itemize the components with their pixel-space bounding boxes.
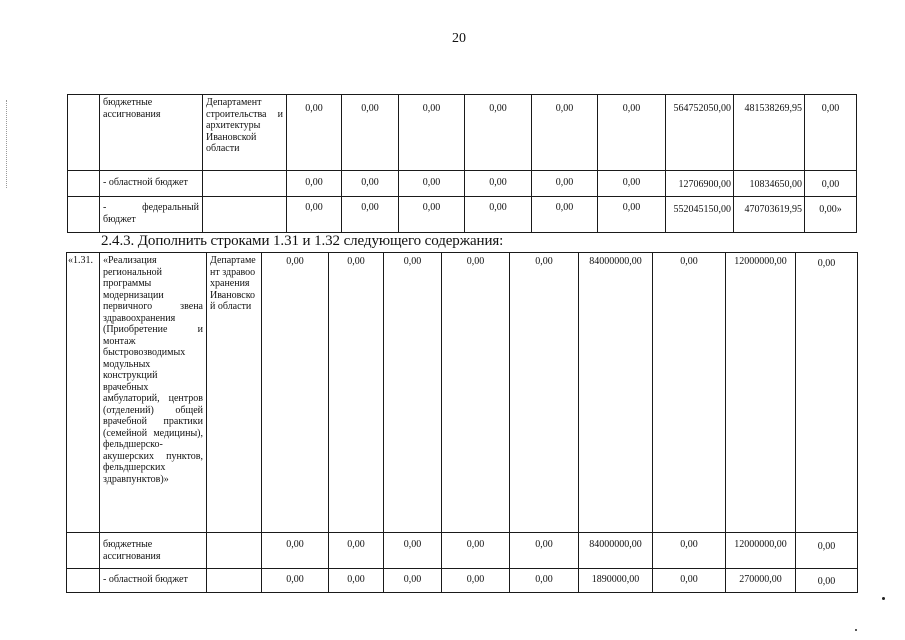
value-cell: 0,00 bbox=[653, 569, 726, 593]
row-number-cell bbox=[68, 171, 100, 197]
value-cell: 0,00 bbox=[442, 533, 510, 569]
value-cell: 0,00 bbox=[510, 533, 579, 569]
page-number: 20 bbox=[452, 31, 466, 46]
value-cell: 0,00 bbox=[329, 533, 384, 569]
department-cell: Департамент здравоохранения Ивановской области bbox=[207, 253, 262, 533]
value-cell: 12000000,00 bbox=[726, 533, 796, 569]
value-cell: 0,00 bbox=[442, 569, 510, 593]
value-cell: 0,00 bbox=[653, 253, 726, 533]
row-label-cell: бюджетные ассигнования bbox=[100, 533, 207, 569]
value-cell: 0,00 bbox=[796, 253, 858, 533]
value-cell: 0,00 bbox=[598, 95, 666, 171]
row-label-cell: «Реализация региональной программы модернизации первичного звена здравоохранения (Приобретение и монтаж быстровозводимых модульных конструкций врачебных амбулаторий, центров (отделений) общей врачебной практики (семейной медицины), фельдшерско-акушерских пунктов, фельдшерских здравпунктов)» bbox=[100, 253, 207, 533]
table-row bbox=[68, 95, 857, 171]
value-cell: 0,00 bbox=[465, 197, 532, 233]
row-number-cell bbox=[68, 95, 100, 171]
value-cell: 0,00 bbox=[287, 197, 342, 233]
department-cell bbox=[203, 197, 287, 233]
value-cell: 0,00 bbox=[532, 95, 598, 171]
value-cell: 0,00 bbox=[510, 569, 579, 593]
value-cell: 12000000,00 bbox=[726, 253, 796, 533]
value-cell: 0,00 bbox=[510, 253, 579, 533]
row-label-cell: - областной бюджет bbox=[100, 171, 203, 197]
value-cell: 0,00 bbox=[342, 171, 399, 197]
value-cell: 0,00 bbox=[399, 95, 465, 171]
table-row bbox=[67, 533, 858, 569]
value-cell: 564752050,00 bbox=[666, 95, 734, 171]
value-cell: 0,00 bbox=[532, 197, 598, 233]
value-cell: 10834650,00 bbox=[734, 171, 805, 197]
department-cell bbox=[203, 171, 287, 197]
budget-table-top bbox=[67, 94, 857, 233]
value-cell: 0,00 bbox=[287, 95, 342, 171]
value-cell: 481538269,95 bbox=[734, 95, 805, 171]
value-cell: 0,00 bbox=[384, 569, 442, 593]
budget-table-bottom bbox=[66, 252, 858, 593]
row-number-cell bbox=[67, 569, 100, 593]
value-cell: 552045150,00 bbox=[666, 197, 734, 233]
department-cell bbox=[207, 569, 262, 593]
value-cell: 0,00 bbox=[399, 171, 465, 197]
value-cell: 0,00 bbox=[465, 95, 532, 171]
value-cell: 0,00 bbox=[342, 197, 399, 233]
row-number-cell: «1.31. bbox=[67, 253, 100, 533]
scan-speck bbox=[882, 597, 885, 600]
value-cell: 0,00 bbox=[262, 533, 329, 569]
value-cell: 0,00 bbox=[598, 197, 666, 233]
value-cell: 0,00 bbox=[262, 569, 329, 593]
value-cell: 0,00 bbox=[805, 95, 857, 171]
value-cell: 0,00 bbox=[342, 95, 399, 171]
value-cell: 0,00 bbox=[598, 171, 666, 197]
value-cell: 84000000,00 bbox=[579, 253, 653, 533]
row-label-cell: - областной бюджет bbox=[100, 569, 207, 593]
value-cell: 0,00 bbox=[796, 533, 858, 569]
value-cell: 1890000,00 bbox=[579, 569, 653, 593]
value-cell: 84000000,00 bbox=[579, 533, 653, 569]
table-row bbox=[68, 197, 857, 233]
value-cell: 12706900,00 bbox=[666, 171, 734, 197]
value-cell: 0,00 bbox=[329, 569, 384, 593]
row-label-cell: - федеральный бюджет bbox=[100, 197, 203, 233]
value-cell: 270000,00 bbox=[726, 569, 796, 593]
value-cell: 0,00 bbox=[287, 171, 342, 197]
row-label-cell: бюджетные ассигнования bbox=[100, 95, 203, 171]
value-cell: 0,00 bbox=[329, 253, 384, 533]
scan-speck bbox=[855, 629, 857, 631]
value-cell: 0,00 bbox=[653, 533, 726, 569]
value-cell: 0,00 bbox=[384, 533, 442, 569]
department-cell bbox=[207, 533, 262, 569]
amendment-text: 2.4.3. Дополнить строками 1.31 и 1.32 следующего содержания: bbox=[101, 233, 504, 249]
table-row bbox=[68, 171, 857, 197]
scan-margin-mark bbox=[6, 100, 8, 188]
row-number-cell bbox=[68, 197, 100, 233]
value-cell: 0,00» bbox=[805, 197, 857, 233]
value-cell: 0,00 bbox=[399, 197, 465, 233]
value-cell: 470703619,95 bbox=[734, 197, 805, 233]
table-row bbox=[67, 569, 858, 593]
value-cell: 0,00 bbox=[796, 569, 858, 593]
table-row bbox=[67, 253, 858, 533]
row-number-cell bbox=[67, 533, 100, 569]
value-cell: 0,00 bbox=[384, 253, 442, 533]
value-cell: 0,00 bbox=[442, 253, 510, 533]
value-cell: 0,00 bbox=[262, 253, 329, 533]
value-cell: 0,00 bbox=[805, 171, 857, 197]
value-cell: 0,00 bbox=[532, 171, 598, 197]
value-cell: 0,00 bbox=[465, 171, 532, 197]
department-cell: Департамент строительства и архитектуры Ивановской области bbox=[203, 95, 287, 171]
